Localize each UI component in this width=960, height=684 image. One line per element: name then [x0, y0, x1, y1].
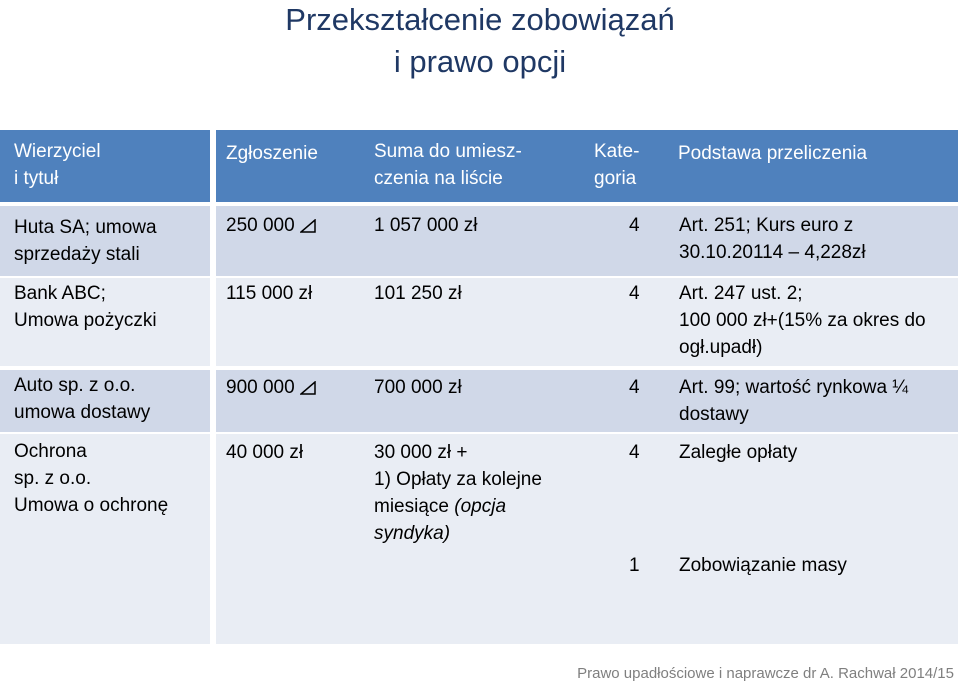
row-3-submission-value: 900 000 [226, 377, 295, 398]
row-4-submission: 40 000 zł [226, 442, 304, 463]
row-2-basis-line-1: Art. 247 ust. 2; [679, 283, 803, 304]
row-1-basis-line-1: Art. 251; Kurs euro z [679, 215, 854, 236]
row-1-submission [226, 212, 316, 239]
row-4-basis-b: Zobowiązanie masy [679, 555, 847, 576]
header-sum [374, 138, 522, 192]
table-header-row [216, 130, 958, 202]
header-creditor-line-1: Wierzyciel [14, 141, 101, 162]
header-category-line-1: Kate- [594, 141, 640, 162]
row-3-basis-line-2: dostawy [679, 404, 749, 425]
row-4-basis-a: Zaległe opłaty [679, 442, 798, 463]
header-creditor-line-2: i tytuł [14, 168, 59, 189]
creditor-row-2-line-1: Bank ABC; [14, 283, 106, 304]
slide-title-line-1: Przekształcenie zobowiązań [285, 2, 675, 37]
creditor-row-3-line-1: Auto sp. z o.o. [14, 375, 136, 396]
header-basis: Podstawa przeliczenia [678, 143, 868, 164]
row-4-sum-line-1: 30 000 zł + [374, 442, 468, 463]
creditor-row-2-line-2: Umowa pożyczki [14, 310, 157, 331]
creditor-row-4-line-1: Ochrona [14, 441, 87, 462]
row-4-category-a: 4 [629, 442, 640, 463]
creditor-row-4-line-2: sp. z o.o. [14, 468, 92, 489]
row-4-category-b: 1 [629, 555, 640, 576]
slide-title-line-2: i prawo opcji [393, 44, 567, 79]
row-2-sum: 101 250 zł [374, 283, 462, 304]
row-2-basis-line-2: 100 000 zł+(15% za okres do [679, 310, 926, 331]
row-1-submission-value: 250 000 [226, 215, 295, 236]
row-4-sum-line-3-italic: (opcja [454, 496, 507, 517]
row-4-sum-line-2: 1) Opłaty za kolejne [374, 469, 542, 490]
header-category [594, 138, 639, 192]
row-3-basis-line-1: Art. 99; wartość rynkowa ¼ [679, 377, 909, 398]
creditor-row-1-line-2: sprzedaży stali [14, 244, 140, 265]
row-2-basis-line-3: ogł.upadł) [679, 337, 763, 358]
header-submission: Zgłoszenie [226, 143, 318, 164]
row-1-basis-line-2: 30.10.20114 – 4,228zł [679, 242, 866, 263]
creditor-cell-row-1 [0, 206, 210, 276]
creditor-row-3-line-2: umowa dostawy [14, 402, 151, 423]
header-creditor [0, 130, 210, 202]
creditor-cell-row-2 [0, 278, 210, 366]
row-3-sum: 700 000 zł [374, 377, 462, 398]
slide-footer: Prawo upadłościowe i naprawcze dr A. Rachwał 2014/15 [577, 665, 954, 682]
table-row-4 [216, 434, 958, 644]
creditor-row-1-line-1: Huta SA; umowa [14, 217, 157, 238]
header-sum-line-2: czenia na liście [374, 168, 503, 189]
row-2-submission: 115 000 zł [226, 283, 313, 304]
row-2-category: 4 [629, 283, 640, 304]
header-category-line-2: goria [594, 168, 637, 189]
euro-icon [300, 219, 316, 233]
euro-icon [300, 381, 316, 395]
row-1-category: 4 [629, 215, 640, 236]
row-3-submission [226, 374, 316, 401]
row-4-sum-line-4: syndyka) [374, 523, 451, 544]
row-4-sum-line-3 [374, 493, 506, 520]
row-4-sum-line-3-normal: miesiące [374, 496, 449, 517]
creditor-cell-row-3 [0, 370, 210, 432]
header-sum-line-1: Suma do umiesz- [374, 141, 522, 162]
row-3-category: 4 [629, 377, 640, 398]
creditor-row-4-line-3: Umowa o ochronę [14, 495, 169, 516]
creditor-cell-row-4 [0, 434, 210, 644]
row-1-sum: 1 057 000 zł [374, 215, 478, 236]
